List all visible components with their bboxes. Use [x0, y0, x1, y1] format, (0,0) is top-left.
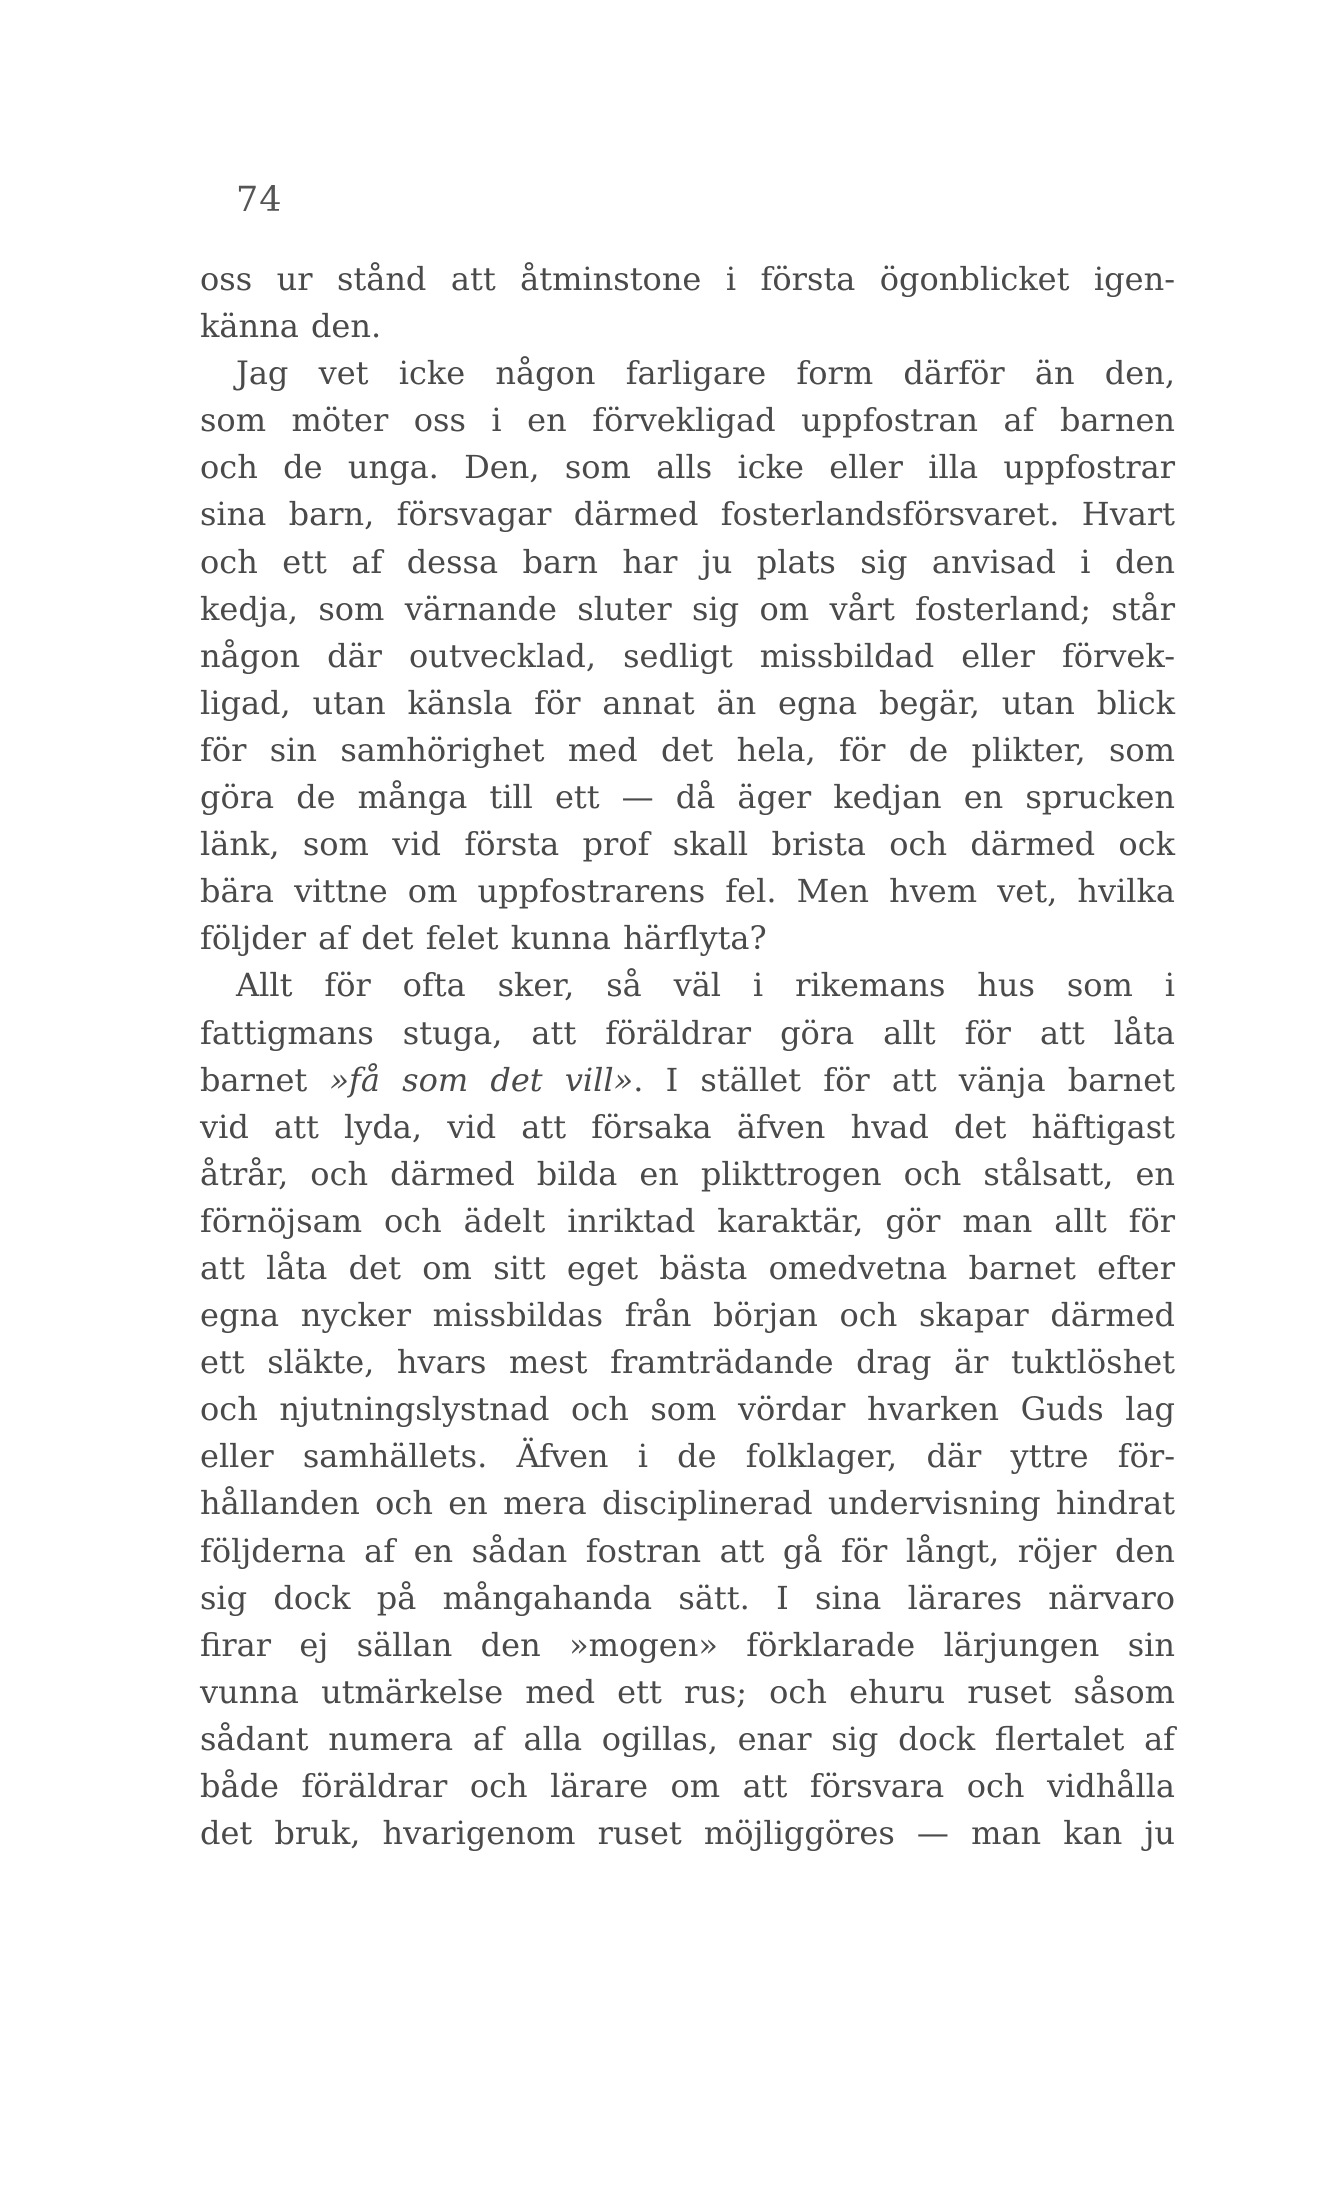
text-line: egna nycker missbildas från början och skapar därmed	[200, 1296, 1175, 1335]
text-line: och njutningslystnad och som vördar hvarken Guds lag	[200, 1390, 1175, 1429]
text-line: länk, som vid första prof skall brista och därmed ock	[200, 825, 1175, 864]
text-line: och de unga. Den, som alls icke eller illa uppfostrar	[200, 448, 1175, 487]
text-line: Jag vet icke någon farligare form därför än den,	[236, 354, 1175, 393]
text-segment: barnet	[200, 1060, 330, 1099]
text-line: hållanden och en mera disciplinerad undervisning hindrat	[200, 1484, 1175, 1523]
text-line: för sin samhörighet med det hela, för de plikter, som	[200, 730, 1175, 769]
page-number: 74	[236, 180, 283, 220]
text-line: känna den.	[200, 307, 382, 346]
text-line: ett släkte, hvars mest framträdande drag är tuktlöshet	[200, 1343, 1175, 1382]
text-line: oss ur stånd att åtminstone i första ögonblicket igen-	[200, 260, 1175, 298]
text-line: som möter oss i en förvekligad uppfostran af barnen	[200, 401, 1175, 440]
text-line: sådant numera af alla ogillas, enar sig dock flertalet af	[200, 1719, 1175, 1758]
text-line: göra de många till ett — då äger kedjan en sprucken	[200, 778, 1175, 817]
text-line: och ett af dessa barn har ju plats sig anvisad i den	[200, 542, 1175, 581]
text-line: ligad, utan känsla för annat än egna begär, utan blick	[200, 683, 1175, 722]
text-line: vunna utmärkelse med ett rus; och ehuru ruset såsom	[200, 1672, 1175, 1711]
text-line: följder af det felet kunna härflyta?	[200, 919, 767, 958]
text-line: sig dock på mångahanda sätt. I sina lärares närvaro	[200, 1578, 1175, 1617]
text-line: det bruk, hvarigenom ruset möjliggöres — man kan ju	[200, 1814, 1175, 1853]
text-line: Allt för ofta sker, så väl i rikemans hus som i	[236, 966, 1175, 1005]
text-line: firar ej sällan den »mogen» förklarade lärjungen sin	[200, 1625, 1175, 1664]
text-segment: . I stället för att vänja barnet	[633, 1060, 1176, 1099]
text-line: följderna af en sådan fostran att gå för långt, röjer den	[200, 1531, 1175, 1570]
text-line: åtrår, och därmed bilda en plikttrogen och stålsatt, en	[200, 1154, 1175, 1193]
emphasized-text: »få som det vill»	[329, 1060, 634, 1099]
text-line: eller samhällets. Äfven i de folklager, där yttre för-	[200, 1437, 1175, 1476]
body-text	[200, 256, 1175, 1857]
text-line: kedja, som värnande sluter sig om vårt fosterland; står	[200, 589, 1175, 628]
text-line: förnöjsam och ädelt inriktad karaktär, gör man allt för	[200, 1201, 1175, 1240]
text-line: någon där outvecklad, sedligt missbildad eller förvek-	[200, 636, 1175, 675]
text-line: fattigmans stuga, att föräldrar göra allt för att låta	[200, 1013, 1175, 1052]
text-line	[200, 1057, 1175, 1104]
text-line: vid att lyda, vid att försaka äfven hvad det häftigast	[200, 1107, 1175, 1146]
text-line: att låta det om sitt eget bästa omedvetna barnet efter	[200, 1248, 1175, 1287]
text-line: både föräldrar och lärare om att försvara och vidhålla	[200, 1767, 1175, 1805]
text-line: bära vittne om uppfostrarens fel. Men hvem vet, hvilka	[200, 872, 1175, 911]
text-line: sina barn, försvagar därmed fosterlandsförsvaret. Hvart	[200, 495, 1175, 534]
